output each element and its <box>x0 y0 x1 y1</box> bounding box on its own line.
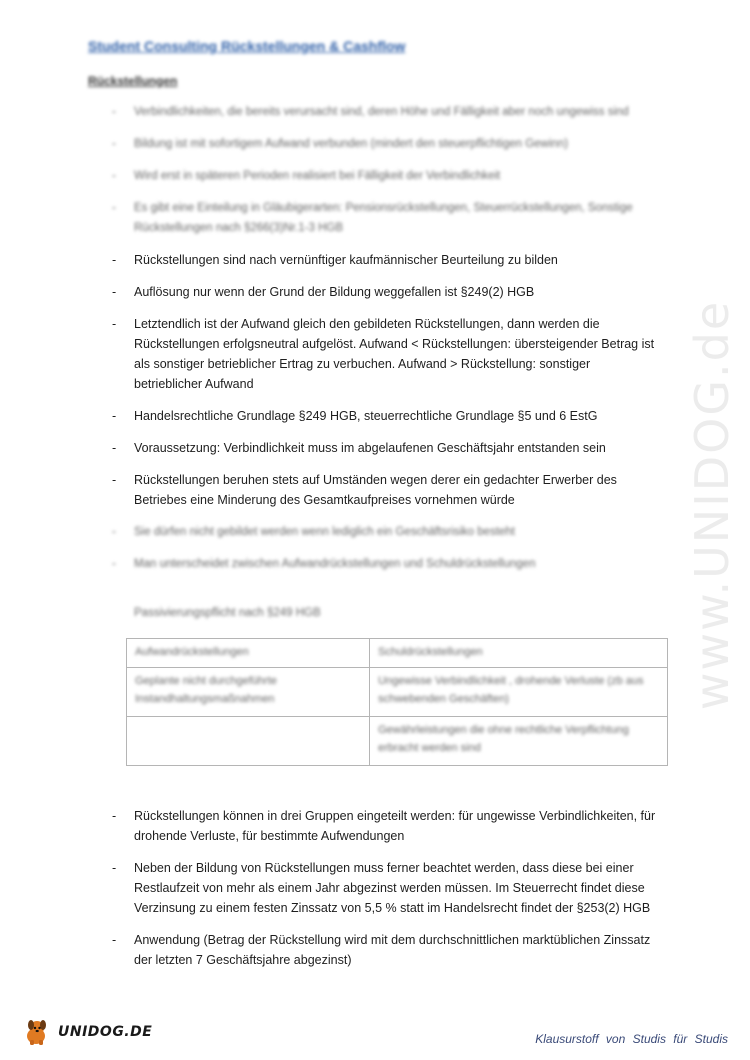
bullet-marker: - <box>112 106 116 118</box>
unidog-logo <box>22 1018 152 1046</box>
bullet-marker: - <box>112 253 117 267</box>
document-title: Student Consulting Rückstellungen & Cashflow <box>88 38 406 54</box>
table-cell <box>127 717 370 766</box>
bullet-text: Sie dürfen nicht gebildet werden wenn lediglich ein Geschäftsrisiko besteht <box>134 526 515 538</box>
bullet-text: Rückstellungen sind nach vernünftiger kaufmännischer Beurteilung zu bilden <box>134 253 558 267</box>
bullet-item <box>112 314 657 394</box>
table-caption: Passivierungspflicht nach §249 HGB <box>134 607 321 619</box>
bullet-text: Neben der Bildung von Rückstellungen muss ferner beachtet werden, dass diese bei einer Restlaufzeit von mehr als einem Jahr abgezinst werden müssen. Im Steuerrecht findet diese Verzinsung zu einem festen Zinssatz von 5,5 % statt im Handelsrecht findet der §253(2) HGB <box>134 861 651 915</box>
bullet-item <box>112 406 657 426</box>
bullet-list-bottom <box>112 806 657 982</box>
bullet-marker: - <box>112 138 116 150</box>
bullet-text: Verbindlichkeiten, die bereits verursacht sind, deren Höhe und Fälligkeit aber noch ungewiss sind <box>134 106 629 118</box>
bullet-item <box>112 166 657 186</box>
bullet-text: Bildung ist mit sofortigem Aufwand verbunden (mindert den steuerpflichtigen Gewinn) <box>134 138 569 150</box>
table-header-row <box>127 639 668 668</box>
bullet-item <box>112 930 657 970</box>
bullet-marker: - <box>112 409 117 423</box>
bullet-marker: - <box>112 861 117 875</box>
table-cell: Gewährleistungen die ohne rechtliche Verpflichtung erbracht werden sind <box>370 717 668 766</box>
table-header-cell: Aufwandrückstellungen <box>127 639 370 668</box>
bullet-text: Rückstellungen beruhen stets auf Umständen wegen derer ein gedachter Erwerber des Betriebes eine Minderung des Gesamtkaufpreises vornehmen würde <box>134 473 617 507</box>
bullet-marker: - <box>112 317 117 331</box>
bullet-text: Anwendung (Betrag der Rückstellung wird mit dem durchschnittlichen marktüblichen Zinssatz der letzten 7 Geschäftsjahre abgezinst) <box>134 933 651 967</box>
table-row <box>127 668 668 717</box>
bullet-text: Handelsrechtliche Grundlage §249 HGB, steuerrechtliche Grundlage §5 und 6 EstG <box>134 409 598 423</box>
bullet-text: Wird erst in späteren Perioden realisiert bei Fälligkeit der Verbindlichkeit <box>134 170 501 182</box>
table-row <box>127 717 668 766</box>
bullet-text: Rückstellungen können in drei Gruppen eingeteilt werden: für ungewisse Verbindlichkeiten, für drohende Verluste, für bestimmte Aufwendungen <box>134 809 656 843</box>
table-cell: Ungewisse Verbindlichkeit , drohende Verluste (zb aus schwebenden Geschäften) <box>370 668 668 717</box>
bullet-item <box>112 198 657 238</box>
bullet-item <box>112 554 657 574</box>
section-heading: Rückstellungen <box>88 74 178 88</box>
table-header-cell: Schuldrückstellungen <box>370 639 668 668</box>
watermark <box>685 270 739 740</box>
logo-text: UNIDOG.DE <box>58 1024 153 1040</box>
bullet-item <box>112 806 657 846</box>
bullet-item <box>112 134 657 154</box>
bullet-item <box>112 250 657 270</box>
bullet-marker: - <box>112 473 117 487</box>
bullet-item <box>112 102 657 122</box>
bullet-marker: - <box>112 933 117 947</box>
bullet-text: Voraussetzung: Verbindlichkeit muss im abgelaufenen Geschäftsjahr entstanden sein <box>134 441 606 455</box>
watermark-text: www.UNIDOG.de <box>685 299 739 711</box>
footer-slogan: Klausurstoff von Studis für Studis <box>535 1032 728 1046</box>
bullet-item <box>112 858 657 918</box>
table-cell: Geplante nicht durchgeführte Instandhaltungsmaßnahmen <box>127 668 370 717</box>
bullet-item <box>112 522 657 542</box>
bullet-item <box>112 282 657 302</box>
bullet-marker: - <box>112 558 116 570</box>
bullet-marker: - <box>112 809 117 823</box>
bullet-marker: - <box>112 441 117 455</box>
bullet-text: Man unterscheidet zwischen Aufwandrückstellungen und Schuldrückstellungen <box>134 558 536 570</box>
bullet-marker: - <box>112 170 116 182</box>
bullet-marker: - <box>112 202 116 214</box>
bullet-text: Es gibt eine Einteilung in Gläubigerarten: Pensionsrückstellungen, Steuerrückstellungen, Sonstige Rückstellungen nach §266(3)Nr.1-3 HGB <box>134 202 633 234</box>
bullet-text: Auflösung nur wenn der Grund der Bildung weggefallen ist §249(2) HGB <box>134 285 535 299</box>
bullet-list-top <box>112 102 657 586</box>
bullet-marker: - <box>112 526 116 538</box>
bullet-item <box>112 470 657 510</box>
provisions-table <box>126 638 668 766</box>
bullet-item <box>112 438 657 458</box>
dog-mascot-icon <box>22 1018 52 1046</box>
bullet-text: Letztendlich ist der Aufwand gleich den gebildeten Rückstellungen, dann werden die Rückstellungen erfolgsneutral aufgelöst. Aufwand < Rückstellungen: übersteigender Betrag ist als sonstiger betrieblicher Ertrag zu verbuchen. Aufwand > Rückstellung: sonstiger betrieblicher Aufwand <box>134 317 655 391</box>
bullet-marker: - <box>112 285 117 299</box>
